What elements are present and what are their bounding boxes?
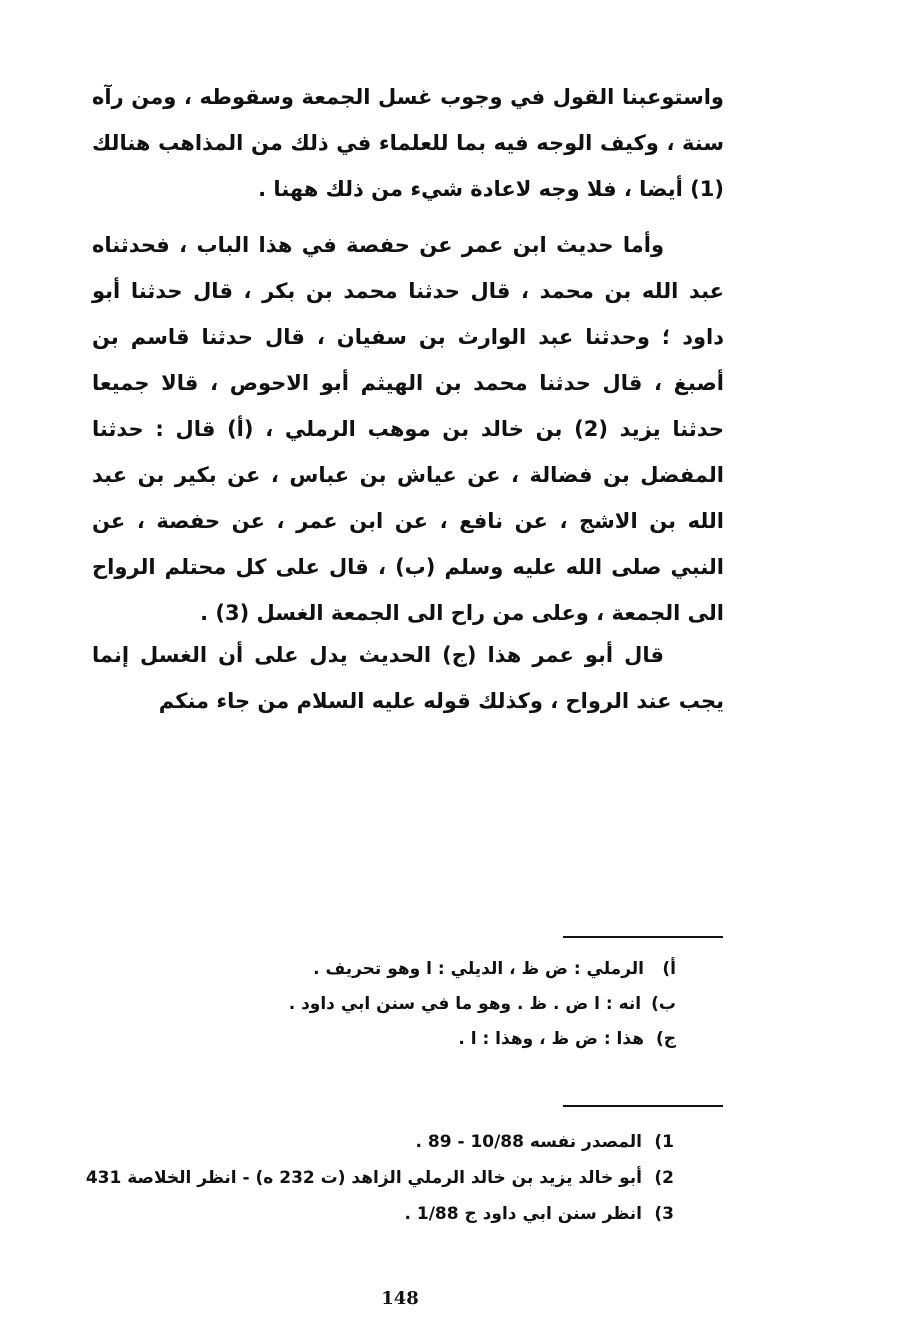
footnote-marker: 1) bbox=[654, 1132, 674, 1152]
variant-footnote bbox=[116, 987, 676, 1022]
footnote-marker: 2) bbox=[654, 1168, 674, 1188]
variant-footnotes bbox=[116, 952, 676, 1057]
footnote-text: المصدر نفسه 10/88 - 89 . bbox=[415, 1132, 642, 1152]
footnote-marker: 3) bbox=[654, 1204, 674, 1224]
page-number: 148 bbox=[381, 1288, 419, 1309]
footnote-marker: ج) bbox=[655, 1029, 676, 1049]
footnote-text: هذا : ض ظ ، وهذا : ا . bbox=[458, 1029, 644, 1049]
variant-footnote bbox=[116, 1022, 676, 1057]
paragraph-1-text: واستوعبنا القول في وجوب غسل الجمعة وسقوطه ، ومن رآه سنة ، وكيف الوجه فيه بما للعلماء في ذلك من المذاهب هنالك (1) أيضا ، فلا وجه لاعادة شيء من ذلك ههنا . bbox=[92, 85, 724, 201]
source-footnote bbox=[74, 1124, 674, 1160]
footnote-text: الرملي : ض ظ ، الديلي : ا وهو تحريف . bbox=[313, 959, 644, 979]
variant-footnote bbox=[116, 952, 676, 987]
footnote-divider-sources bbox=[563, 1105, 723, 1107]
footnote-marker: ب) bbox=[651, 994, 676, 1014]
footnote-divider-variants bbox=[563, 936, 723, 938]
source-footnote bbox=[74, 1196, 674, 1232]
paragraph-3-text: قال أبو عمر هذا (ج) الحديث يدل على أن الغسل إنما يجب عند الرواح ، وكذلك قوله عليه السلام من جاء منكم bbox=[92, 643, 724, 713]
paragraph-2-text: وأما حديث ابن عمر عن حفصة في هذا الباب ، فحدثناه عبد الله بن محمد ، قال حدثنا محمد بن بكر ، قال حدثنا أبو داود ؛ وحدثنا عبد الوارث بن سفيان ، قال حدثنا قاسم بن أصبغ ، قال حدثنا محمد بن الهيثم أبو الاحوص ، قالا جميعا حدثنا يزيد (2) بن خالد بن موهب الرملي ، (أ) قال : حدثنا المفضل بن فضالة ، عن عياش بن عباس ، عن بكير بن عبد الله بن الاشج ، عن نافع ، عن ابن عمر ، عن حفصة ، عن النبي صلى الله عليه وسلم (ب) ، قال على كل محتلم الرواح الى الجمعة ، وعلى من راح الى الجمعة الغسل (3) . bbox=[92, 233, 724, 625]
footnote-text: انه : ا ض . ظ . وهو ما في سنن ابي داود . bbox=[288, 994, 642, 1014]
source-footnote bbox=[74, 1160, 674, 1196]
footnote-text: انظر سنن ابي داود ج 1/88 . bbox=[404, 1204, 642, 1224]
footnote-marker: أ) bbox=[662, 959, 676, 979]
paragraph-3 bbox=[92, 632, 724, 724]
paragraph-1 bbox=[92, 74, 724, 212]
source-footnotes bbox=[74, 1124, 674, 1232]
footnote-text: أبو خالد يزيد بن خالد الرملي الزاهد (ت 232 ه) - انظر الخلاصة 431 bbox=[85, 1168, 642, 1188]
paragraph-2 bbox=[92, 222, 724, 636]
